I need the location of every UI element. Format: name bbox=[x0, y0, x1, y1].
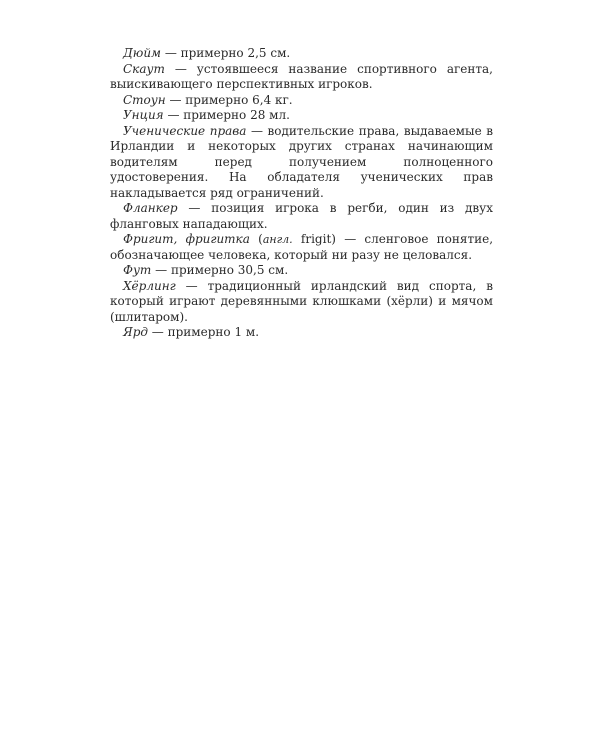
source-word: frigit bbox=[292, 232, 332, 246]
language-note: англ. bbox=[262, 233, 293, 246]
glossary-entry bbox=[110, 201, 493, 232]
glossary-entry bbox=[110, 46, 493, 62]
glossary-definition: — водительские права, выдаваемые в Ирландии и некоторых других странах начинающим водителям перед получением полноценного удостоверения. На обладателя ученических прав накладывается ряд ограничений. bbox=[110, 123, 493, 200]
glossary-punctuation: ( bbox=[249, 232, 263, 246]
glossary-entry bbox=[110, 108, 493, 124]
glossary-entry bbox=[110, 325, 493, 341]
glossary-term: Ученические права bbox=[123, 123, 247, 138]
glossary-term: Хёрлинг bbox=[123, 278, 176, 293]
glossary-entry bbox=[110, 279, 493, 326]
glossary-definition: — примерно 28 мл. bbox=[163, 108, 290, 122]
glossary-definition: — примерно 6,4 кг. bbox=[165, 92, 293, 107]
glossary-definition: — примерно 2,5 см. bbox=[161, 46, 291, 60]
glossary-entry bbox=[110, 124, 493, 202]
glossary-entry bbox=[110, 62, 493, 93]
glossary-term: Фригит, фригитка bbox=[123, 232, 250, 246]
glossary-definition: — примерно 30,5 см. bbox=[151, 263, 289, 277]
glossary-term: Стоун bbox=[123, 92, 166, 107]
glossary-definition: ) — сленговое понятие, обозначающее человека, который ни разу не целовался. bbox=[110, 232, 494, 262]
glossary-definition: — примерно 1 м. bbox=[147, 325, 260, 339]
glossary-entry bbox=[110, 232, 493, 263]
glossary-term: Ярд bbox=[123, 325, 148, 339]
glossary-entry bbox=[110, 263, 493, 279]
glossary-term: Фланкер bbox=[123, 201, 178, 215]
glossary-term: Унция bbox=[123, 108, 164, 122]
glossary-definition: — позиция игрока в регби, один из двух фланговых нападающих. bbox=[110, 201, 493, 231]
glossary-definition: — традиционный ирландский вид спорта, в который играют деревянными клюшками (хёрли) и мячом (шлитаром). bbox=[110, 278, 493, 324]
glossary-term: Скаут bbox=[123, 61, 165, 76]
glossary-entry bbox=[110, 93, 493, 109]
glossary-list bbox=[110, 46, 493, 341]
glossary-term: Фут bbox=[123, 263, 152, 277]
glossary-term: Дюйм bbox=[123, 46, 161, 60]
glossary-definition: — устоявшееся название спортивного агента, выискивающего перспективных игроков. bbox=[110, 61, 493, 91]
